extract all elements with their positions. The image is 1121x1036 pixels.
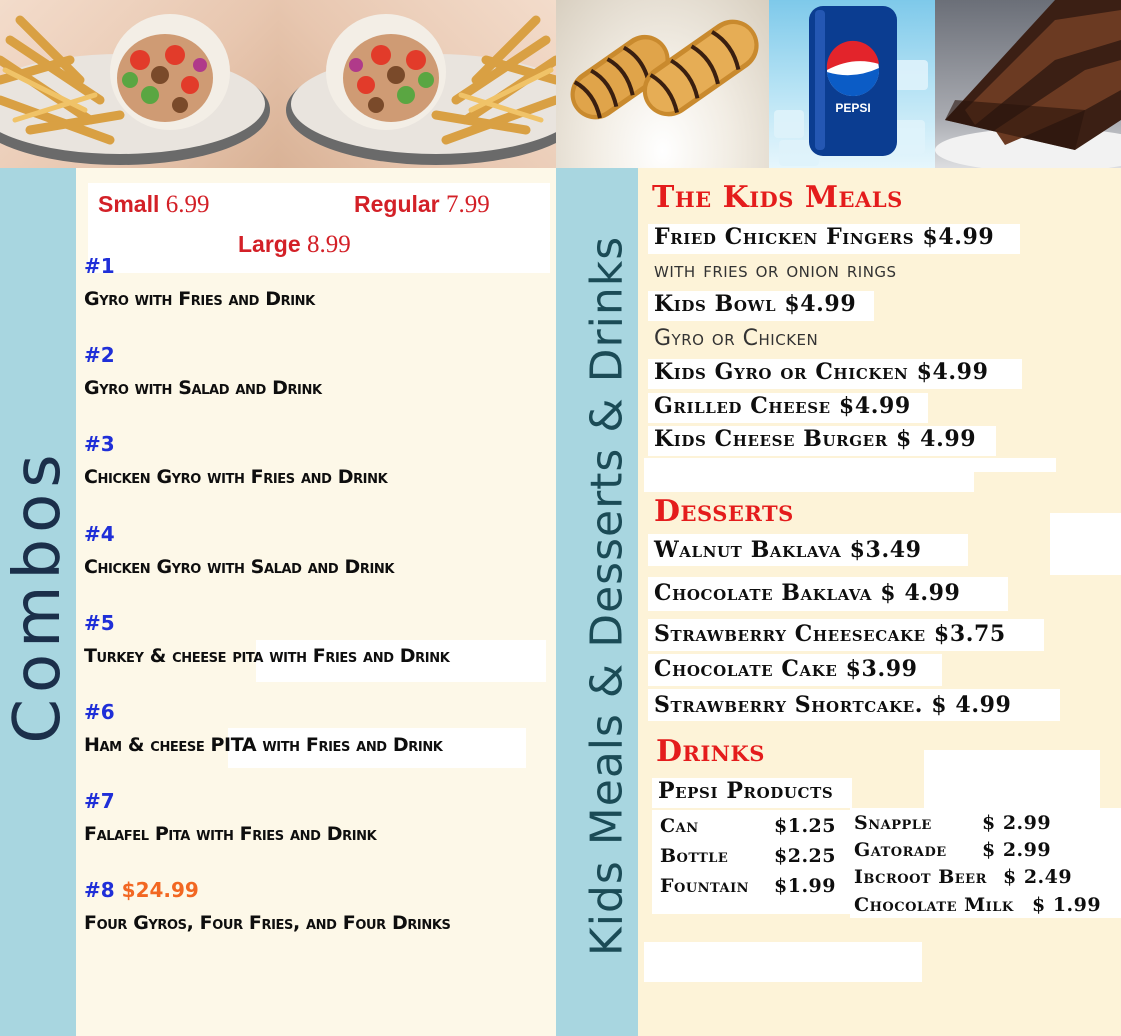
- kids-item-bowl: Kids Bowl $4.99: [654, 291, 857, 317]
- photo-gyro-left: [0, 0, 278, 168]
- combo-description: Ham & cheese PITA with Fries and Drink: [84, 734, 443, 756]
- size-price-small: 6.99: [165, 191, 210, 218]
- drinks-title: Drinks: [656, 734, 765, 769]
- combo-item-6: [84, 700, 442, 758]
- drink-name: Gatorade: [854, 839, 947, 861]
- combo-number: #8: [84, 878, 115, 902]
- drink-price: $2.25: [774, 845, 836, 867]
- drink-name: Can: [660, 815, 699, 837]
- kids-item-note: Gyro or Chicken: [654, 326, 819, 351]
- gyro-fries-image: [278, 0, 556, 168]
- combo-item-8: [84, 878, 450, 936]
- drink-name: Fountain: [660, 875, 750, 897]
- photo-baklava: [556, 0, 769, 168]
- combo-item-4: [84, 522, 394, 580]
- chocolate-cake-image: [935, 0, 1121, 168]
- price-small: [98, 191, 210, 219]
- baklava-image: [556, 0, 769, 168]
- combo-description: Gyro with Salad and Drink: [84, 377, 322, 399]
- combo-number-8: [84, 878, 450, 902]
- photo-cake: [935, 0, 1121, 168]
- drink-price: $ 1.99: [1032, 894, 1102, 916]
- drink-name: Chocolate Milk: [854, 894, 1014, 916]
- drink-price: $ 2.99: [982, 812, 1052, 834]
- dessert-item: Strawberry Cheesecake $3.75: [654, 621, 1006, 647]
- combo-description: Falafel Pita with Fries and Drink: [84, 823, 377, 845]
- size-label-large: Large: [238, 231, 301, 257]
- combo-number: #6: [84, 700, 115, 724]
- combo-number: #7: [84, 789, 115, 813]
- dessert-item: Walnut Baklava $3.49: [654, 537, 922, 563]
- kids-meals-title: The Kids Meals: [652, 180, 903, 215]
- size-price-regular: 7.99: [446, 191, 490, 218]
- drink-name: Snapple: [854, 812, 932, 834]
- kids-desserts-drinks-title: Kids Meals & Desserts & Drinks: [581, 235, 633, 957]
- drink-price: $ 2.49: [1003, 866, 1073, 888]
- drink-name: Bottle: [660, 845, 729, 867]
- combos-title: Combos: [1, 448, 75, 744]
- kids-item-cheese-burger: Kids Cheese Burger $ 4.99: [654, 426, 977, 452]
- combo-price: $24.99: [121, 878, 199, 902]
- combo-description: Four Gyros, Four Fries, and Four Drinks: [84, 912, 451, 934]
- combo-description: Turkey & cheese pita with Fries and Drink: [84, 645, 450, 667]
- photo-pepsi: [769, 0, 935, 168]
- highlight-patch: [644, 942, 922, 982]
- combo-number: #5: [84, 611, 115, 635]
- pepsi-logo-text: PEPSI: [835, 101, 871, 115]
- combo-item-7: [84, 789, 376, 847]
- kids-item-chicken-fingers: Fried Chicken Fingers $4.99: [654, 224, 995, 250]
- photo-strip: [0, 0, 1121, 168]
- price-regular: [354, 191, 490, 219]
- combo-item-5: [84, 611, 449, 669]
- drink-price: $ 2.99: [982, 839, 1052, 861]
- combo-item-3: [84, 432, 387, 490]
- drinks-subtitle: Pepsi Products: [658, 778, 834, 804]
- combo-item-2: [84, 343, 322, 401]
- dessert-item: Chocolate Cake $3.99: [654, 656, 918, 682]
- pepsi-can-image: [769, 0, 935, 168]
- size-label-small: Small: [98, 191, 160, 217]
- combo-description: Gyro with Fries and Drink: [84, 288, 315, 310]
- highlight-patch: [644, 472, 974, 492]
- drink-price: $1.25: [774, 815, 836, 837]
- photo-gyro-right: [278, 0, 556, 168]
- desserts-title: Desserts: [654, 494, 794, 529]
- kids-item-note: with fries or onion rings: [654, 258, 897, 283]
- kids-item-grilled-cheese: Grilled Cheese $4.99: [654, 393, 911, 419]
- size-label-regular: Regular: [354, 191, 440, 217]
- dessert-item: Chocolate Baklava $ 4.99: [654, 580, 961, 606]
- size-price-large: 8.99: [307, 231, 351, 258]
- combo-description: Chicken Gyro with Salad and Drink: [84, 556, 395, 578]
- combo-description: Chicken Gyro with Fries and Drink: [84, 466, 388, 488]
- gyro-fries-image: [0, 0, 278, 168]
- highlight-patch: [1050, 513, 1121, 575]
- combo-number: #4: [84, 522, 115, 546]
- combo-item-1: [84, 254, 315, 312]
- combo-number: #3: [84, 432, 115, 456]
- combo-number: #1: [84, 254, 115, 278]
- drink-name: Ibcroot Beer: [854, 866, 987, 888]
- dessert-item: Strawberry Shortcake. $ 4.99: [654, 692, 1012, 718]
- highlight-patch: [644, 458, 1056, 472]
- kids-item-gyro-or-chicken: Kids Gyro or Chicken $4.99: [654, 359, 989, 385]
- drink-price: $1.99: [774, 875, 836, 897]
- combo-number: #2: [84, 343, 115, 367]
